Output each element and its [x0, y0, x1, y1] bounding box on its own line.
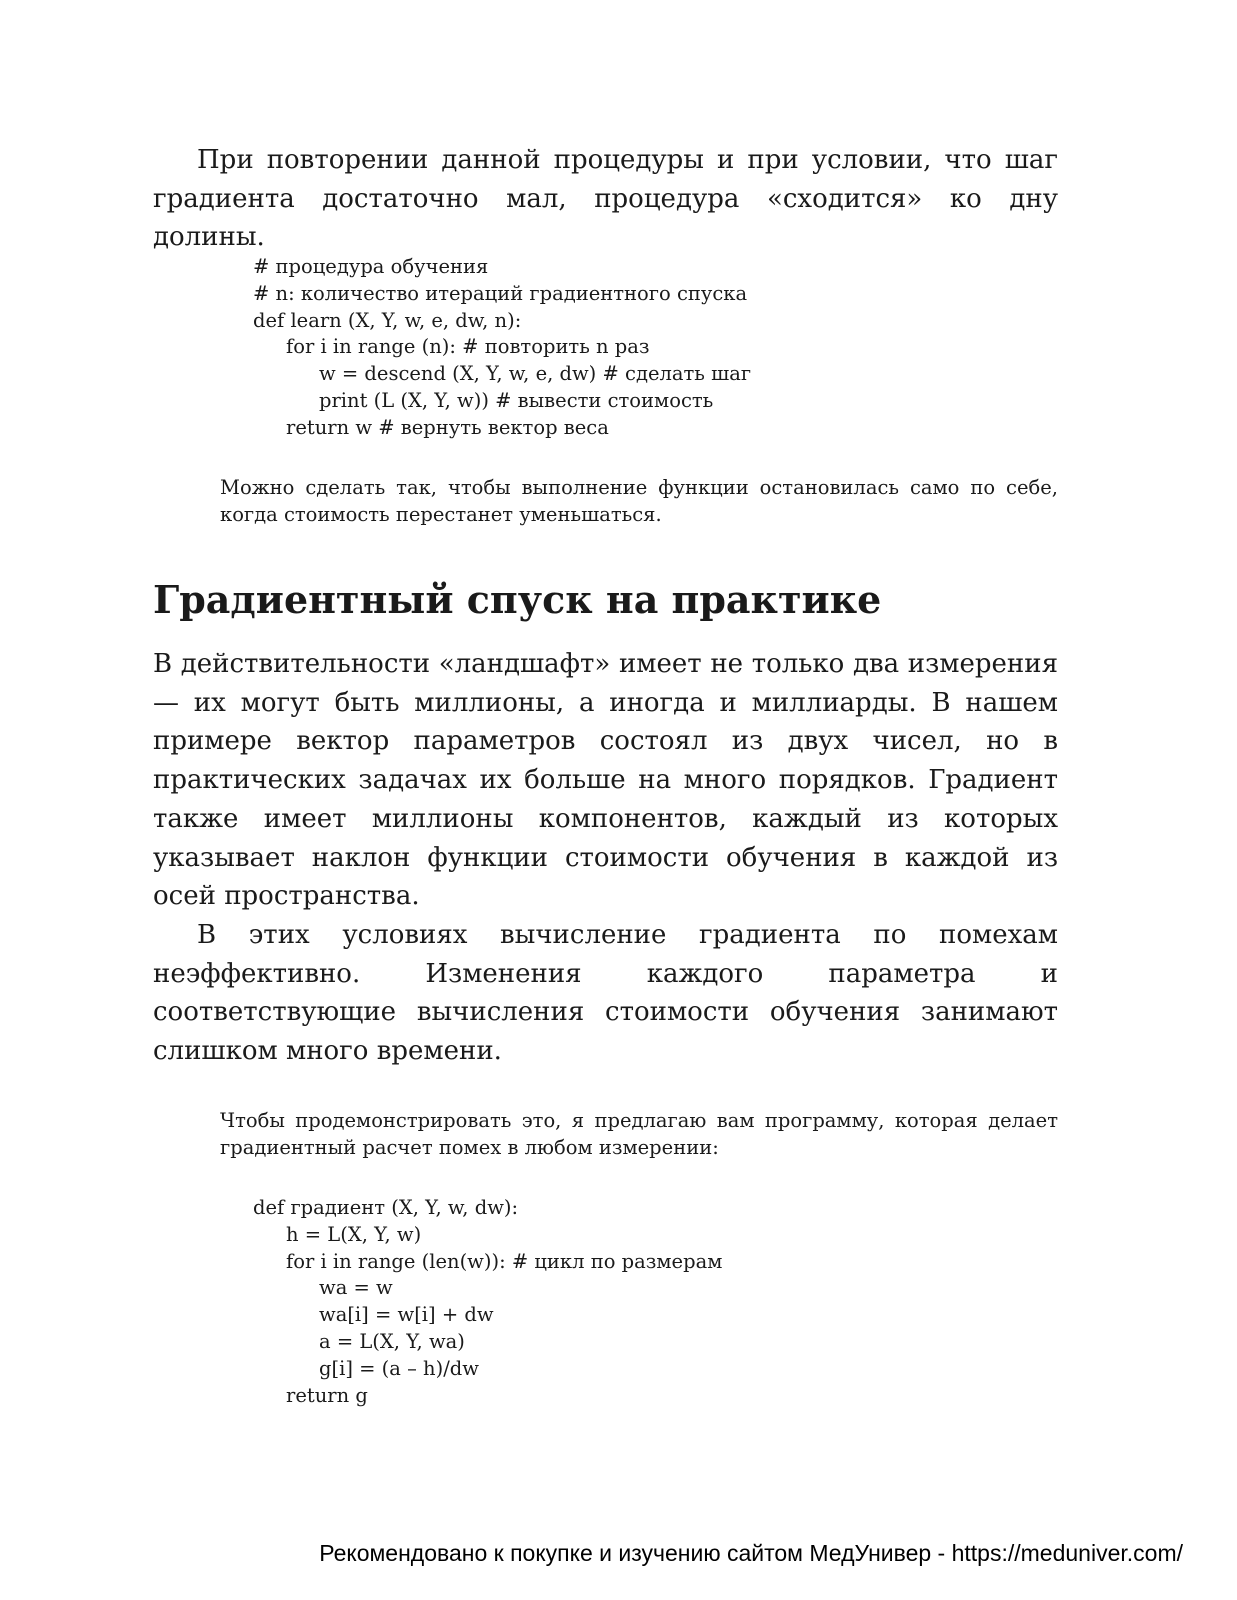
code-line: def градиент (X, Y, w, dw):	[253, 1196, 519, 1219]
note-demo-program: Чтобы продемонстрировать это, я предлагаю вам программу, которая делает градиентный расчет помех в любом измерении:	[220, 1109, 1058, 1159]
code-line: h = L(X, Y, w)	[286, 1222, 422, 1246]
paragraph-intro: При повторении данной процедуры и при условии, что шаг градиента достаточно мал, процедура «сходится» ко дну долины.	[153, 145, 1058, 253]
note-stop-condition: Можно сделать так, чтобы выполнение функции остановилась само по себе, когда стоимость перестанет уменьшаться.	[220, 476, 1058, 526]
footer-recommendation: Рекомендовано к покупке и изучению сайтом МедУнивер - https://meduniver.com/	[319, 1540, 1183, 1566]
code-line: g[i] = (a – h)/dw	[319, 1356, 479, 1380]
code-line: w = descend (X, Y, w, e, dw) # сделать шаг	[319, 362, 752, 386]
code-block-gradient	[253, 1195, 953, 1409]
code-line: # n: количество итераций градиентного спуска	[253, 281, 748, 305]
paragraph-inefficient: В этих условиях вычисление градиента по помехам неэффективно. Изменения каждого параметра и соответствующие вычисления стоимости обучения занимают слишком много времени.	[153, 920, 1058, 1067]
code-line: wa[i] = w[i] + dw	[319, 1303, 494, 1327]
code-line: for i in range (len(w)): # цикл по размерам	[286, 1249, 723, 1273]
code-block-learn	[253, 254, 953, 442]
code-line: print (L (X, Y, w)) # вывести стоимость	[319, 388, 714, 412]
code-line: def learn (X, Y, w, e, dw, n):	[253, 308, 522, 332]
code-line: wa = w	[319, 1276, 393, 1300]
code-line: # процедура обучения	[253, 255, 489, 278]
code-line: for i in range (n): # повторить n раз	[286, 335, 650, 359]
code-line: return w # вернуть вектор веса	[286, 415, 609, 439]
code-line: a = L(X, Y, wa)	[319, 1329, 465, 1353]
paragraph-landscape: В действительности «ландшафт» имеет не только два измерения — их могут быть миллионы, а иногда и миллиарды. В нашем примере вектор параметров состоял из двух чисел, но в практических задачах их больше на много порядков. Градиент также имеет миллионы компонентов, каждый из которых указывает наклон функции стоимости обучения в каждой из осей пространства.	[153, 649, 1058, 912]
code-line: return g	[286, 1383, 368, 1407]
section-heading: Градиентный спуск на практике	[153, 577, 882, 622]
